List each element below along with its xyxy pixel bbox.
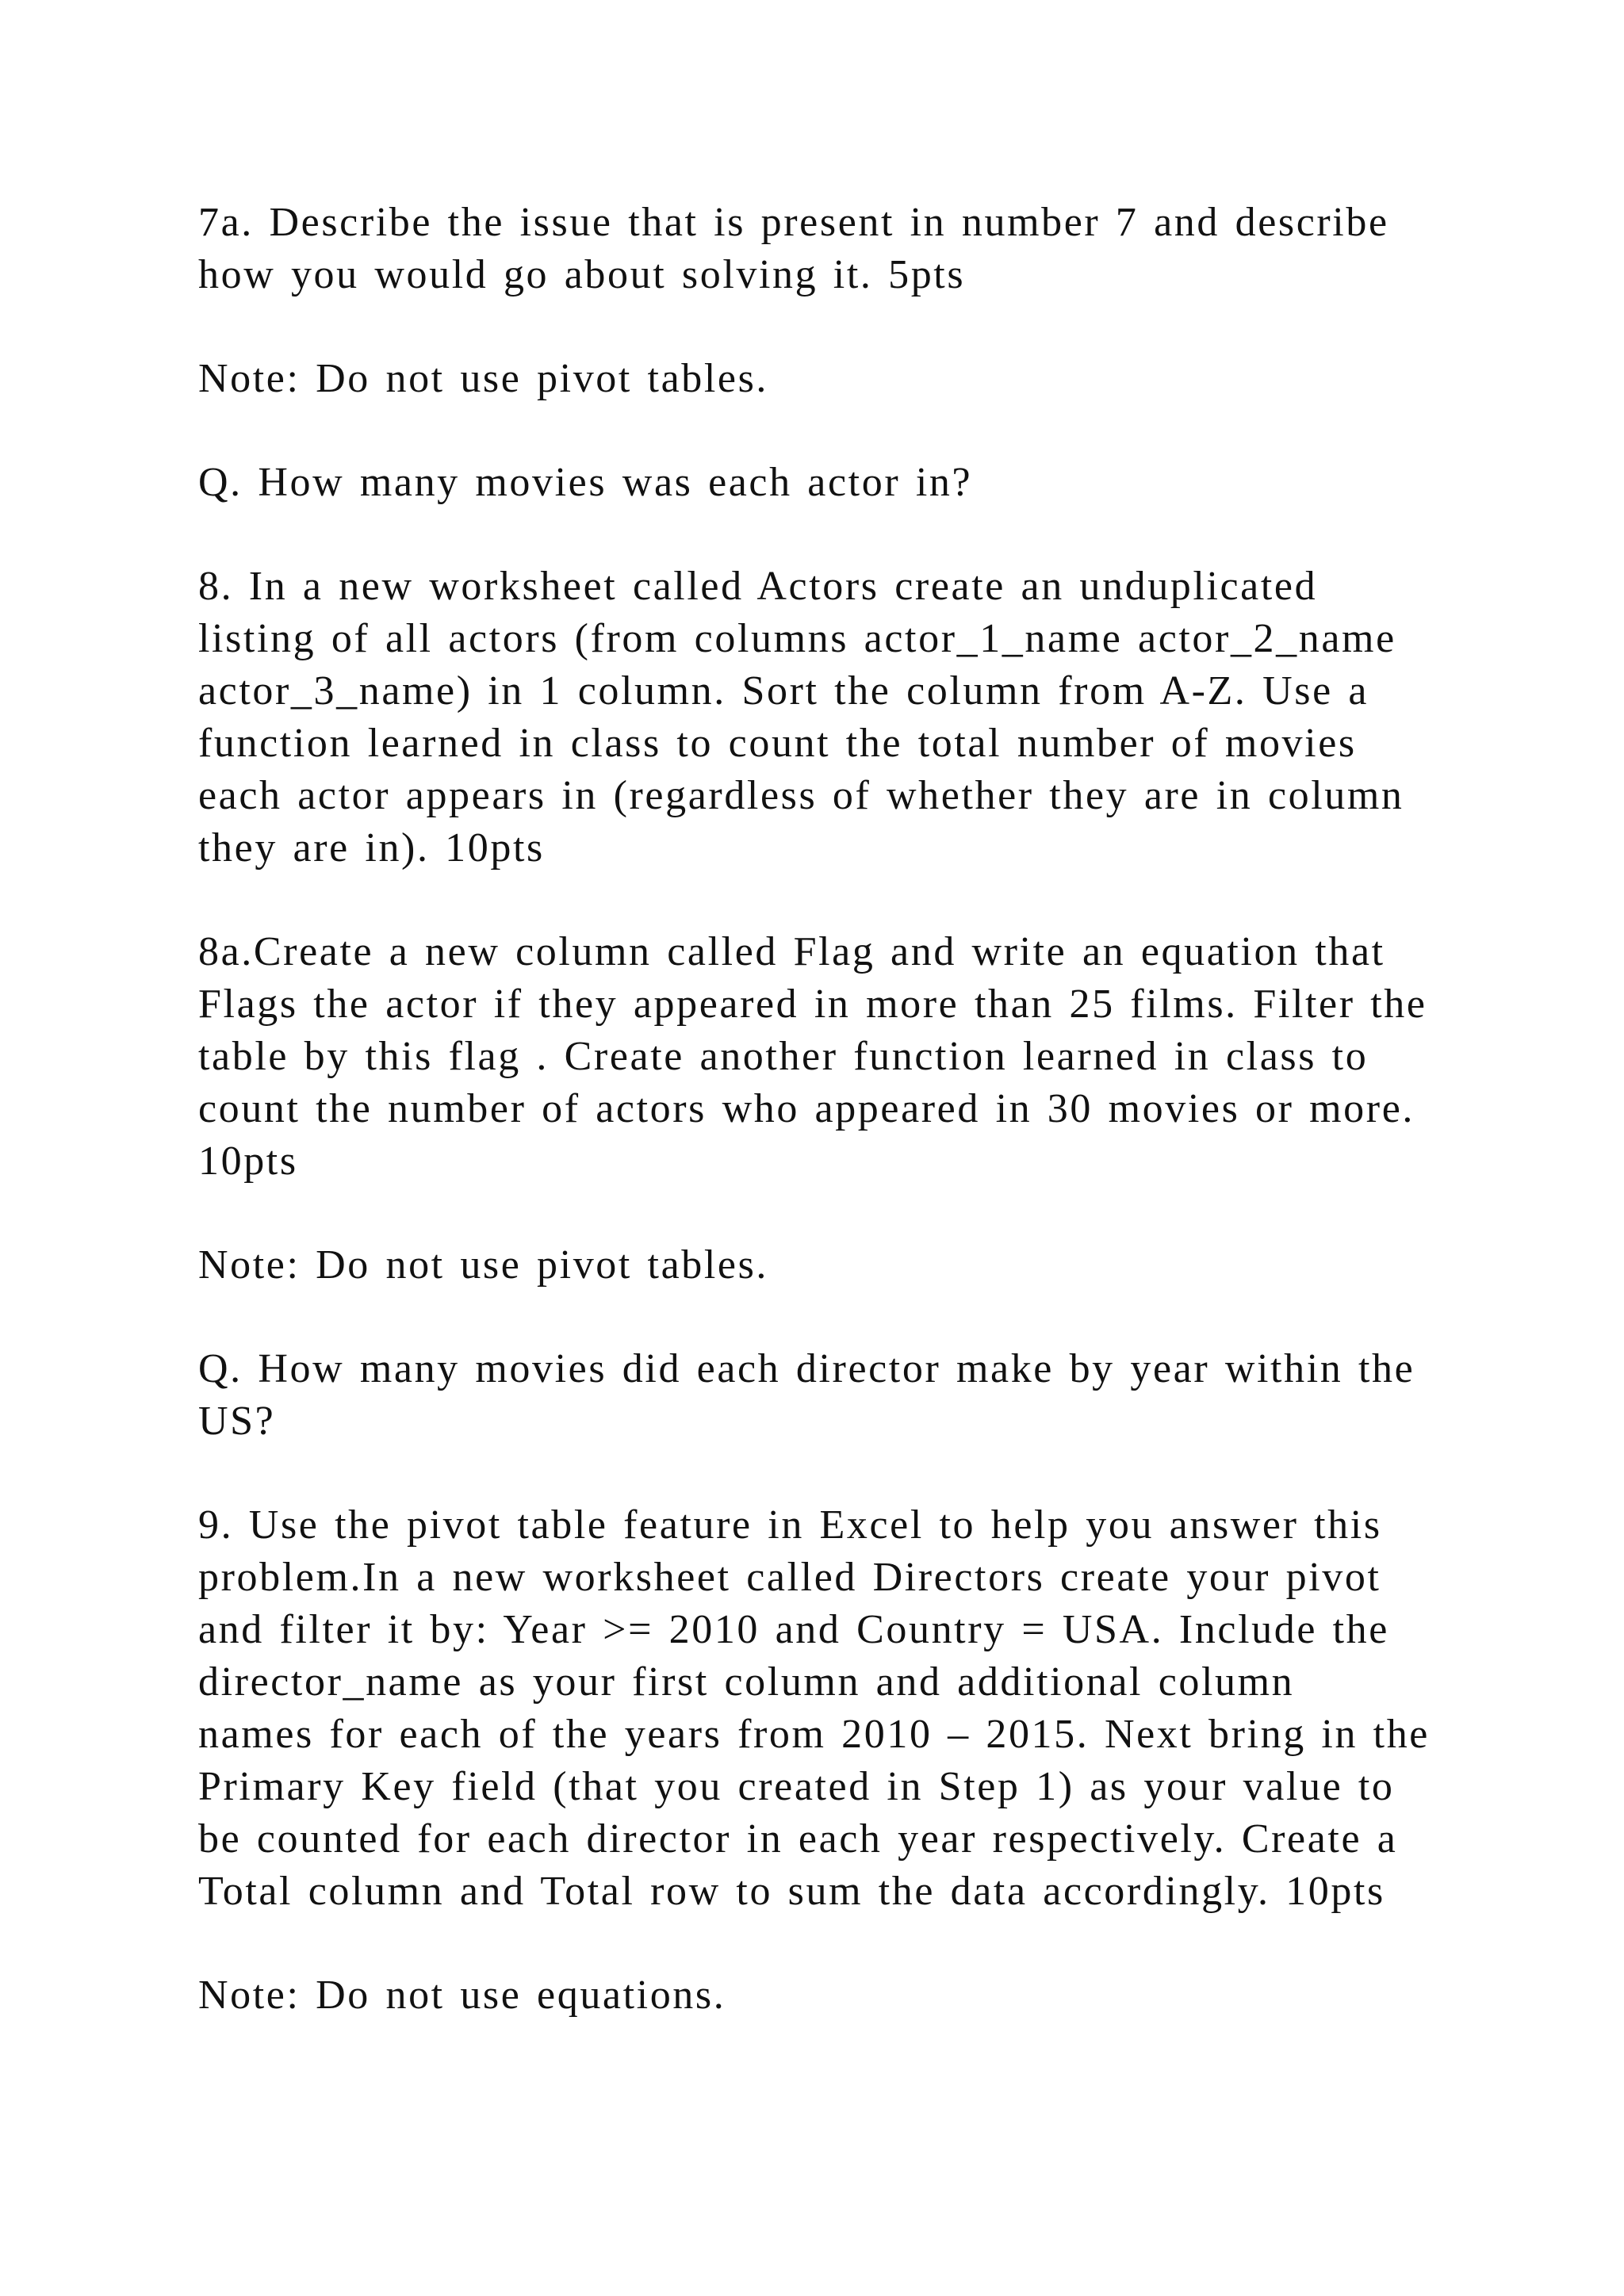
text-line: each actor appears in (regardless of whether they are in column <box>198 773 1404 818</box>
paragraph-note-2 <box>198 1239 1467 1292</box>
text-line: Q. How many movies was each actor in? <box>198 460 973 505</box>
text-line: Primary Key field (that you created in Step 1) as your value to <box>198 1764 1395 1809</box>
text-line: Flags the actor if they appeared in more than 25 films. Filter the <box>198 982 1427 1027</box>
text-line: 8a.Create a new column called Flag and write an equation that <box>198 929 1385 974</box>
paragraph-question-actor <box>198 457 1467 509</box>
text-line: table by this flag . Create another function learned in class to <box>198 1034 1369 1079</box>
text-line: they are in). 10pts <box>198 825 545 871</box>
text-line: Note: Do not use equations. <box>198 1973 726 2018</box>
text-line: names for each of the years from 2010 – 2015. Next bring in the <box>198 1712 1430 1757</box>
text-line: Total column and Total row to sum the data accordingly. 10pts <box>198 1869 1385 1914</box>
text-line: 7a. Describe the issue that is present in number 7 and describe <box>198 200 1389 245</box>
paragraph-q8 <box>198 561 1467 874</box>
text-line: function learned in class to count the total number of movies <box>198 721 1357 766</box>
text-line: how you would go about solving it. 5pts <box>198 252 966 297</box>
text-line: count the number of actors who appeared in 30 movies or more. <box>198 1086 1415 1131</box>
text-line: actor_3_name) in 1 column. Sort the column from A-Z. Use a <box>198 668 1369 714</box>
text-line: 8. In a new worksheet called Actors create an unduplicated <box>198 564 1318 609</box>
paragraph-note-1 <box>198 353 1467 405</box>
text-line: 10pts <box>198 1138 298 1184</box>
paragraph-q7a <box>198 197 1467 301</box>
text-line: Note: Do not use pivot tables. <box>198 356 769 401</box>
paragraph-q8a <box>198 926 1467 1188</box>
document-body <box>198 197 1467 2073</box>
text-line: US? <box>198 1399 276 1444</box>
paragraph-note-3 <box>198 1969 1467 2022</box>
text-line: director_name as your first column and additional column <box>198 1659 1295 1705</box>
paragraph-q9 <box>198 1499 1467 1918</box>
paragraph-question-director <box>198 1343 1467 1448</box>
text-line: Note: Do not use pivot tables. <box>198 1242 769 1288</box>
text-line: listing of all actors (from columns actor_1_name actor_2_name <box>198 616 1396 661</box>
text-line: 9. Use the pivot table feature in Excel to help you answer this <box>198 1502 1382 1548</box>
text-line: Q. How many movies did each director make by year within the <box>198 1346 1415 1391</box>
text-line: be counted for each director in each year respectively. Create a <box>198 1816 1398 1862</box>
text-line: problem.In a new worksheet called Directors create your pivot <box>198 1555 1381 1600</box>
text-line: and filter it by: Year >= 2010 and Country = USA. Include the <box>198 1607 1389 1652</box>
